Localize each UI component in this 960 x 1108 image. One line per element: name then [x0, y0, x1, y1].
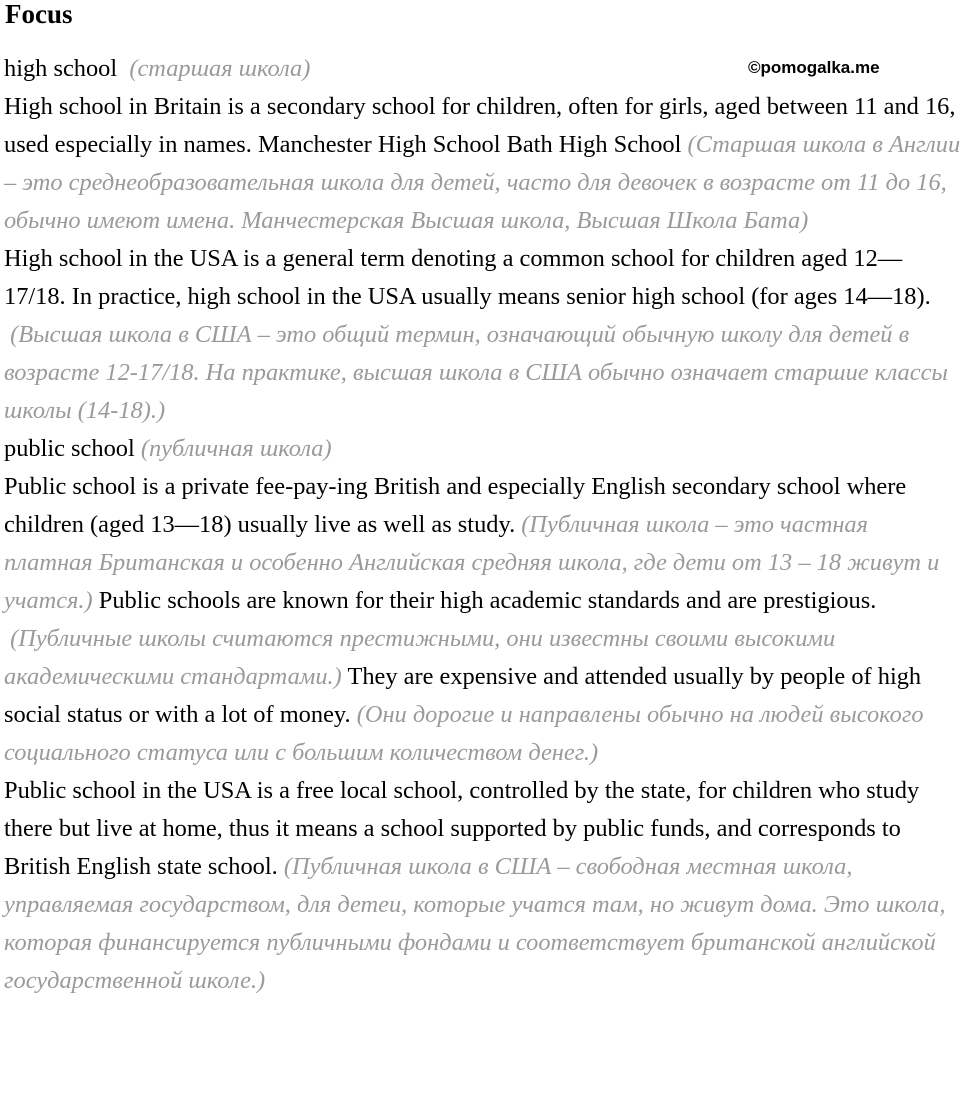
- watermark: ©pomogalka.me: [748, 58, 880, 77]
- english-text: high school: [4, 55, 118, 82]
- paragraph: [4, 430, 960, 468]
- paragraph: [4, 88, 960, 240]
- russian-translation: (публичная школа): [140, 435, 332, 462]
- document-body: [4, 50, 960, 1000]
- english-text: Public school is a private fee-pay-ing British and especially English secondary school where children (aged 13—18) usually live as well as study.: [4, 473, 907, 538]
- russian-translation: (Старшая школа в Англии – это среднеобразовательная школа для детей, часто для девочек в возрасте от 11 до 16, обычно имеют имена. Манчестерская Высшая школа, Высшая Школа Бата): [4, 131, 960, 234]
- english-text: Public school in the USA is a free local school, controlled by the state, for children who study there but live at home, thus it means a school supported by public funds, and corresponds to British English state school.: [4, 777, 920, 880]
- english-text: Public schools are known for their high academic standards and are prestigious.: [98, 587, 877, 614]
- english-text: High school in the USA is a general term denoting a common school for children aged 12— 17/18. In practice, high school in the USA usually means senior high school (for ages 14—18).: [4, 245, 931, 310]
- paragraph: [4, 468, 960, 772]
- russian-translation: (Они дорогие и направлены обычно на людей высокого социального статуса или с большим количеством денег.): [4, 701, 924, 766]
- paragraph: [4, 772, 960, 1000]
- russian-translation: (старшая школа): [129, 55, 311, 82]
- english-text: public school: [4, 435, 135, 462]
- page-title: Focus: [5, 0, 73, 29]
- english-text: They are expensive and attended usually by people of high social status or with a lot of money.: [4, 663, 922, 728]
- russian-translation: (Высшая школа в США – это общий термин, означающий обычную школу для детей в возрасте 12-17/18. На практике, высшая школа в США обычно означает старшие классы школы (14-18).): [4, 321, 948, 424]
- paragraph: [4, 50, 960, 88]
- spacer: [117, 55, 129, 82]
- russian-translation: (Публичная школа в США – свободная местная школа, управляемая государством, для детеи, которые учатся там, но живут дома. Это школа, которая финансируется публичными фондами и соответствует британской английской государственной школе.): [4, 853, 946, 994]
- russian-translation: (Публичная школа – это частная платная Британская и особенно Английская средняя школа, где дети от 13 – 18 живут и учатся.): [4, 511, 940, 614]
- russian-translation: (Публичные школы считаются престижными, они известны своими высокими академическими стандартами.): [4, 625, 836, 690]
- english-text: High school in Britain is a secondary school for children, often for girls, aged between 11 and 16, used especially in names. Manchester High School Bath High School: [4, 93, 956, 158]
- paragraph: [4, 240, 960, 430]
